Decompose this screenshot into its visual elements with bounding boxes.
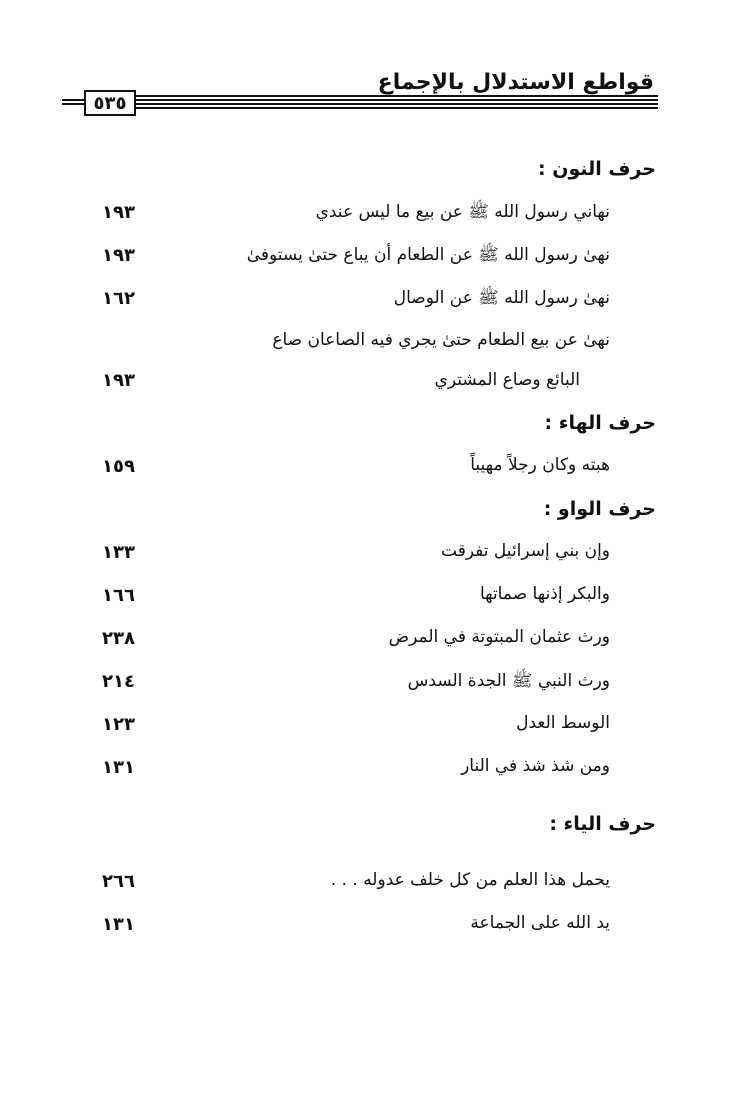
index-entry: وإن بني إسرائيل تفرقت ١٣٣	[102, 541, 610, 563]
header-rule	[136, 103, 658, 105]
index-entry: ورث عثمان المبتوتة في المرض ٢٣٨	[102, 627, 610, 649]
page-ref: ١٣١	[102, 757, 135, 778]
page-ref: ١٣١	[102, 914, 135, 935]
index-entry: يد الله على الجماعة ١٣١	[102, 913, 610, 935]
header-rule	[136, 99, 658, 101]
section-heading: حرف الياء :	[549, 813, 656, 835]
page-ref: ١٩٣	[102, 370, 135, 391]
index-entry: والبكر إذنها صماتها ١٦٦	[102, 584, 610, 606]
page-header	[62, 62, 654, 118]
index-entry: نهىٰ رسول الله ﷺ عن الطعام أن يباع حتىٰ يستوفىٰ ١٩٣	[102, 245, 610, 266]
index-entry: هبته وكان رجلاً مهيباً ١٥٩	[102, 455, 610, 477]
index-entry: نهاني رسول الله ﷺ عن بيع ما ليس عندي ١٩٣	[102, 202, 610, 223]
page-ref: ١٦٦	[102, 585, 135, 606]
index-entry: ورث النبي ﷺ الجدة السدس ٢١٤	[102, 671, 610, 692]
section-heading: حرف الواو :	[543, 498, 656, 520]
page-ref: ١٦٢	[102, 288, 135, 309]
page-ref: ١٣٣	[102, 542, 135, 563]
page-ref: ٢٦٦	[102, 871, 135, 892]
header-rule	[136, 107, 658, 109]
section-heading: حرف النون :	[538, 158, 656, 180]
index-entry: ومن شذ شذ في النار ١٣١	[102, 756, 610, 778]
index-entry: الوسط العدل ١٢٣	[102, 713, 610, 735]
header-rule	[62, 103, 84, 105]
page-ref: ١٩٣	[102, 202, 135, 223]
page-ref: ٢٣٨	[102, 628, 135, 649]
index-entry: نهىٰ عن بيع الطعام حتىٰ يجري فيه الصاعان صاع البائع وصاع المشتري ١٩٣	[102, 330, 610, 391]
index-entry: نهىٰ رسول الله ﷺ عن الوصال ١٦٢	[102, 288, 610, 309]
page-ref: ١٩٣	[102, 245, 135, 266]
index-list	[90, 150, 656, 948]
page-ref: ١٥٩	[102, 456, 135, 477]
page-ref: ٢١٤	[102, 671, 135, 692]
header-rule	[136, 95, 658, 97]
running-title: قواطع الاستدلال بالإجماع	[377, 70, 654, 95]
header-rule	[62, 99, 84, 101]
page-number: ٥٣٥	[84, 90, 136, 116]
page-ref: ١٢٣	[102, 714, 135, 735]
index-entry: يحمل هذا العلم من كل خلف عدوله . . . ٢٦٦	[102, 870, 610, 892]
section-heading: حرف الهاء :	[544, 412, 656, 434]
